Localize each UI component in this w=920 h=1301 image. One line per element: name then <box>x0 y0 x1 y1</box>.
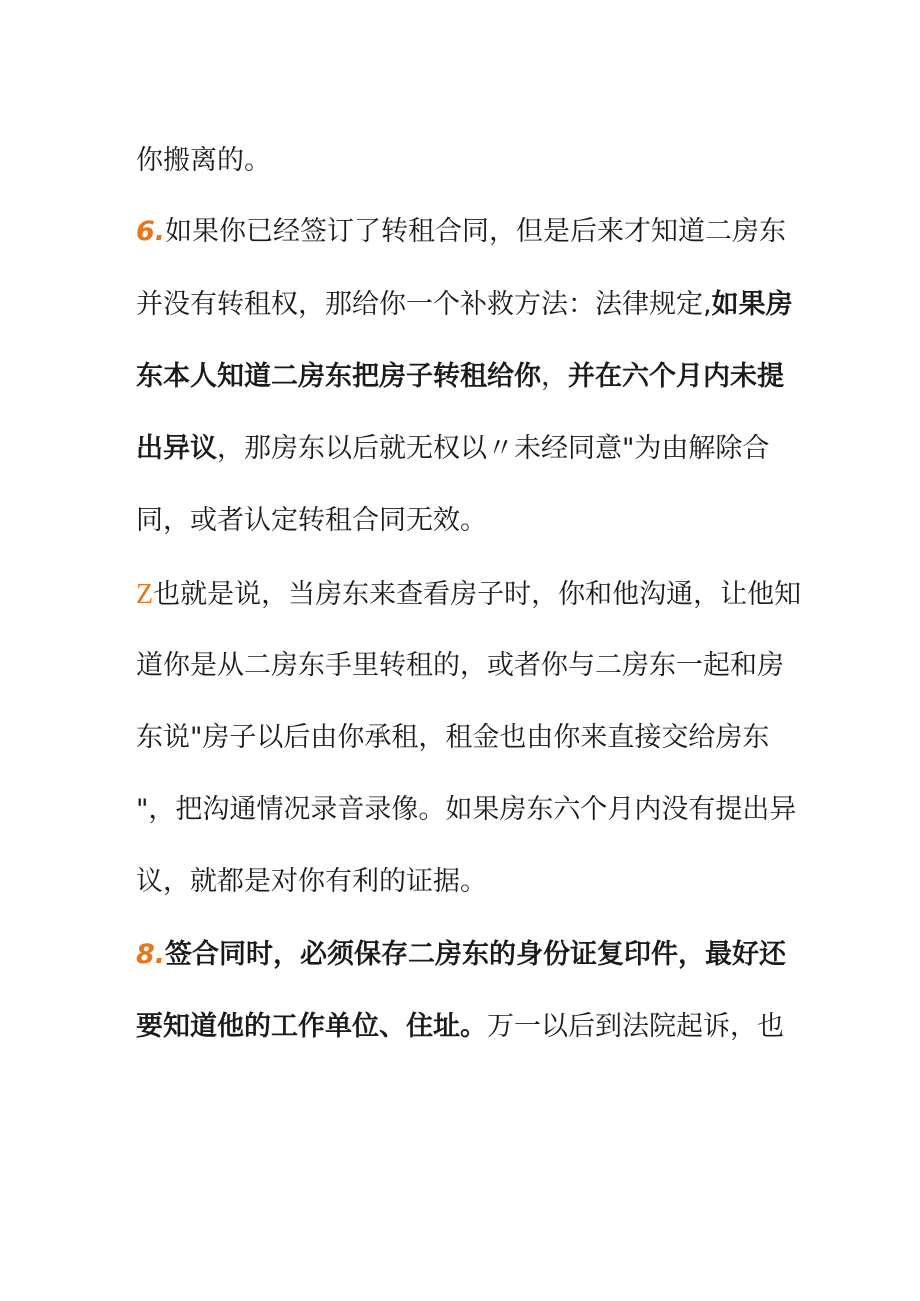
line-text: ， <box>541 361 568 392</box>
text-line <box>136 718 796 758</box>
line-text: 同，或者认定转租合同无效。 <box>136 505 487 536</box>
line-text: 东说"房子以后由你承租，租金也由你来直接交给房东 <box>136 722 770 753</box>
line-text: 如果你已经签订了转租合同，但是后来才知道二房东 <box>165 216 787 247</box>
item-number: 8. <box>136 939 166 970</box>
list-item-7 <box>136 575 802 615</box>
line-text: "，把沟通情况录音录像。如果房东六个月内没有提出异 <box>136 794 797 825</box>
line-text: 并没有转租权，那给你一个补救方法：法律规定, <box>136 289 712 320</box>
text-line <box>136 357 796 397</box>
bold-text: 并在六个月内未提 <box>568 361 784 392</box>
text-line <box>136 285 796 325</box>
text-line <box>136 501 796 541</box>
text-line <box>136 141 796 181</box>
bold-text: 出异议 <box>136 433 217 464</box>
line-text: 你搬离的。 <box>136 145 271 176</box>
item-number: 6. <box>136 216 166 247</box>
text-line <box>136 429 796 469</box>
bold-text: 如果房 <box>711 289 793 320</box>
text-line <box>136 790 796 830</box>
line-text: 道你是从二房东手里转租的，或者你与二房东一起和房 <box>136 650 784 681</box>
line-text: 也就是说，当房东来查看房子时，你和他沟通，让他知 <box>153 579 802 610</box>
line-text: ，那房东以后就无权以〃未经同意"为由解除合 <box>217 433 770 464</box>
text-line <box>136 646 796 686</box>
bold-text: 要知道他的工作单位、住址。 <box>136 1011 487 1042</box>
item-number: Z <box>136 579 154 610</box>
line-text: 万一以后到法院起诉，也 <box>487 1011 784 1042</box>
text-line <box>136 1007 796 1047</box>
bold-text: 签合同时，必须保存二房东的身份证复印件，最好还 <box>165 939 787 970</box>
list-item-8 <box>136 935 796 975</box>
bold-text: 东本人知道二房东把房子转租给你 <box>136 361 541 392</box>
list-item-6 <box>136 212 796 252</box>
text-line <box>136 862 796 902</box>
line-text: 议，就都是对你有利的证据。 <box>136 866 487 897</box>
